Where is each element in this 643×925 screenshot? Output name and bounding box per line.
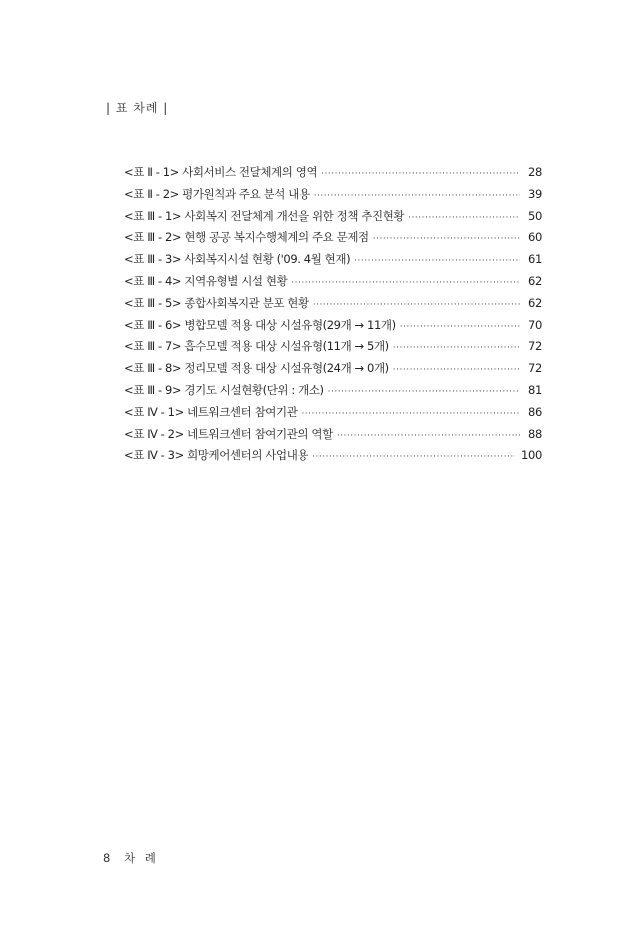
toc-entry-page: 86 [527, 404, 542, 419]
toc-entry-page: 81 [527, 382, 542, 397]
toc-dot-leader [314, 191, 520, 201]
toc-entry[interactable] [124, 164, 542, 186]
toc-dot-leader [328, 387, 520, 397]
toc-entry-label: <표 Ⅲ - 2> 현행 공공 복지수행체계의 주요 문제점 [124, 230, 369, 245]
toc-entry[interactable] [124, 208, 542, 230]
toc-entry-label: <표 Ⅱ - 1> 사회서비스 전달체계의 영역 [124, 165, 318, 179]
page-footer [103, 850, 159, 866]
toc-entry-label: <표 Ⅳ - 3> 희망케어센터의 사업내용 [124, 448, 309, 463]
toc-dot-leader [301, 409, 520, 419]
toc-entry-page: 72 [527, 361, 542, 376]
toc-dot-leader [400, 322, 520, 332]
toc-entry[interactable] [124, 360, 542, 382]
toc-entry[interactable] [124, 186, 542, 208]
toc-entry-label: <표 Ⅲ - 6> 병합모델 적용 대상 시설유형(29개 → 11개) [124, 317, 396, 332]
table-of-contents [124, 164, 542, 469]
toc-entry-page: 88 [527, 426, 542, 441]
toc-dot-leader [312, 452, 515, 462]
toc-entry-page: 28 [527, 165, 542, 179]
page-number: 8 [103, 851, 111, 865]
toc-dot-leader [291, 278, 520, 288]
toc-entry-label: <표 Ⅱ - 2> 평가원칙과 주요 분석 내용 [124, 186, 310, 201]
toc-dot-leader [321, 169, 520, 179]
toc-entry[interactable] [124, 317, 542, 339]
toc-entry[interactable] [124, 251, 542, 273]
toc-entry-page: 72 [527, 339, 542, 354]
toc-entry-page: 61 [527, 252, 542, 267]
toc-entry-page: 62 [527, 295, 542, 310]
toc-entry-page: 62 [527, 273, 542, 288]
toc-dot-leader [313, 300, 520, 310]
toc-dot-leader [354, 256, 520, 266]
toc-entry-label: <표 Ⅲ - 8> 정리모델 적용 대상 시설유형(24개 → 0개) [124, 361, 389, 376]
toc-entry-page: 50 [527, 208, 542, 223]
toc-dot-leader [408, 213, 520, 223]
toc-dot-leader [337, 431, 520, 441]
toc-entry-label: <표 Ⅲ - 1> 사회복지 전달체계 개선을 위한 정책 추진현황 [124, 208, 405, 223]
toc-entry-label: <표 Ⅲ - 7> 흡수모델 적용 대상 시설유형(11개 → 5개) [124, 339, 389, 354]
toc-entry-page: 100 [520, 448, 542, 463]
toc-entry[interactable] [124, 229, 542, 251]
toc-entry-page: 60 [527, 230, 542, 245]
toc-entry-label: <표 Ⅲ - 5> 종합사회복지관 분포 현황 [124, 295, 309, 310]
toc-entry-page: 39 [527, 186, 542, 201]
footer-section-title: 차 례 [123, 851, 159, 865]
toc-entry-label: <표 Ⅳ - 1> 네트워크센터 참여기관 [124, 404, 298, 419]
toc-entry[interactable] [124, 382, 542, 404]
toc-dot-leader [393, 343, 520, 353]
toc-entry-page: 70 [527, 317, 542, 332]
toc-entry[interactable] [124, 295, 542, 317]
toc-entry[interactable] [124, 404, 542, 426]
toc-entry[interactable] [124, 447, 542, 469]
section-title: | 표 차례 | [106, 101, 169, 115]
toc-dot-leader [393, 365, 520, 375]
toc-dot-leader [373, 234, 520, 244]
toc-entry[interactable] [124, 426, 542, 448]
toc-entry-label: <표 Ⅲ - 9> 경기도 시설현황(단위 : 개소) [124, 382, 324, 397]
toc-entry-label: <표 Ⅲ - 4> 지역유형별 시설 현황 [124, 273, 288, 288]
toc-entry-label: <표 Ⅳ - 2> 네트워크센터 참여기관의 역할 [124, 426, 333, 441]
toc-entry[interactable] [124, 338, 542, 360]
toc-entry[interactable] [124, 273, 542, 295]
toc-entry-label: <표 Ⅲ - 3> 사회복지시설 현황 ('09. 4월 현재) [124, 252, 351, 267]
